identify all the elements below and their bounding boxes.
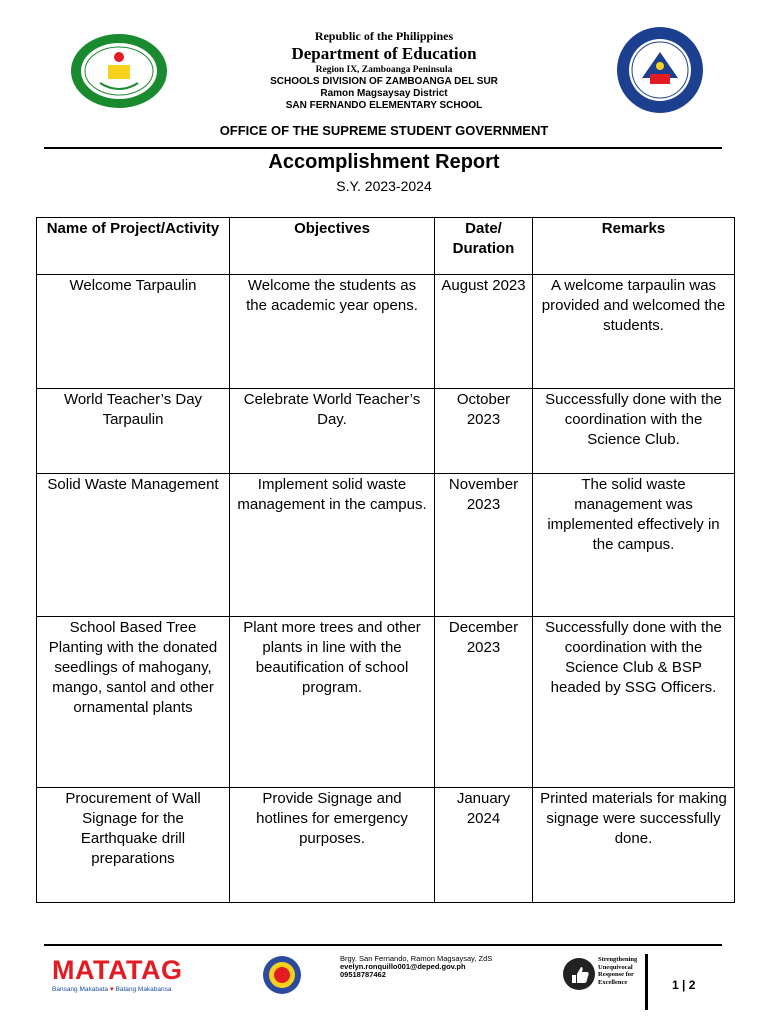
report-title: Accomplishment Report: [268, 151, 500, 173]
matatag-tagline-right: Batang Makabansa: [115, 986, 172, 993]
cell-objective: Provide Signage and hotlines for emergency purposes.: [230, 788, 435, 903]
tagline-line: Excellence: [598, 978, 628, 986]
header-divider: [44, 147, 722, 149]
column-header-remarks: Remarks: [533, 218, 735, 275]
cell-date: December 2023: [435, 617, 533, 788]
tagline-line: Response for: [598, 971, 634, 978]
table-row: [37, 788, 735, 903]
division-line: SCHOOLS DIVISION OF ZAMBOANGA DEL SUR: [270, 76, 498, 87]
cell-remarks: Successfully done with the coordination with the Science Club.: [533, 389, 735, 474]
region-line: Region IX, Zamboanga Peninsula: [315, 65, 453, 75]
accomplishment-table: [36, 217, 735, 903]
republic-line: Republic of the Philippines: [314, 29, 454, 43]
cell-project: School Based Tree Planting with the donated seedlings of mahogany, mango, santol and other ornamental plants: [37, 617, 230, 788]
cell-project: World Teacher’s Day Tarpaulin: [37, 389, 230, 474]
division-seal-icon: [262, 955, 302, 995]
cell-objective: Celebrate World Teacher’s Day.: [230, 389, 435, 474]
sure-tagline: [598, 956, 637, 986]
cell-remarks: Successfully done with the coordination with the Science Club & BSP headed by SSG Officers.: [533, 617, 735, 788]
contact-info: [340, 955, 492, 979]
cell-objective: Welcome the students as the academic year opens.: [230, 275, 435, 389]
page-number: 1 | 2: [672, 978, 696, 992]
thumbs-up-icon: [562, 957, 596, 991]
table-header-row: [37, 218, 735, 275]
cell-remarks: Printed materials for making signage were successfully done.: [533, 788, 735, 903]
school-year: S.Y. 2023-2024: [336, 178, 432, 194]
table-row: [37, 617, 735, 788]
department-line: Department of Education: [291, 44, 477, 63]
column-header-objectives: Objectives: [230, 218, 435, 275]
matatag-wordmark: MATATAG: [52, 955, 183, 985]
matatag-logo: [52, 955, 217, 995]
office-title: OFFICE OF THE SUPREME STUDENT GOVERNMENT: [219, 123, 549, 138]
cell-project: Welcome Tarpaulin: [37, 275, 230, 389]
matatag-tagline-left: Bansang Makabata: [52, 986, 109, 993]
school-line: SAN FERNANDO ELEMENTARY SCHOOL: [285, 100, 483, 111]
contact-address: Brgy. San Fernando, Ramon Magsaysay, ZdS: [340, 954, 493, 963]
cell-date: October 2023: [435, 389, 533, 474]
footer-separator: [645, 954, 648, 1010]
cell-objective: Plant more trees and other plants in line with the beautification of school program.: [230, 617, 435, 788]
tagline-line: Strengthening: [598, 956, 638, 963]
column-header-date: Date/ Duration: [435, 218, 533, 275]
tagline-line: Unequivocal: [598, 963, 633, 971]
cell-project: Procurement of Wall Signage for the Earthquake drill preparations: [37, 788, 230, 903]
contact-email: evelyn.ronquillo001@deped.gov.ph: [340, 962, 466, 971]
column-header-project: Name of Project/Activity: [37, 218, 230, 275]
cell-remarks: A welcome tarpaulin was provided and welcomed the students.: [533, 275, 735, 389]
cell-date: August 2023: [435, 275, 533, 389]
cell-objective: Implement solid waste management in the campus.: [230, 474, 435, 617]
table-row: [37, 389, 735, 474]
table-row: [37, 474, 735, 617]
deped-seal-icon: [616, 26, 704, 114]
table-row: [37, 275, 735, 389]
cell-date: November 2023: [435, 474, 533, 617]
matatag-tagline: [52, 985, 217, 994]
cell-project: Solid Waste Management: [37, 474, 230, 617]
cell-remarks: The solid waste management was implemented effectively in the campus.: [533, 474, 735, 617]
contact-phone: 09518787462: [340, 970, 386, 979]
heart-icon: ♥: [109, 986, 116, 993]
cell-date: January 2024: [435, 788, 533, 903]
district-line: Ramon Magsaysay District: [320, 88, 448, 99]
footer-divider: [44, 944, 722, 946]
